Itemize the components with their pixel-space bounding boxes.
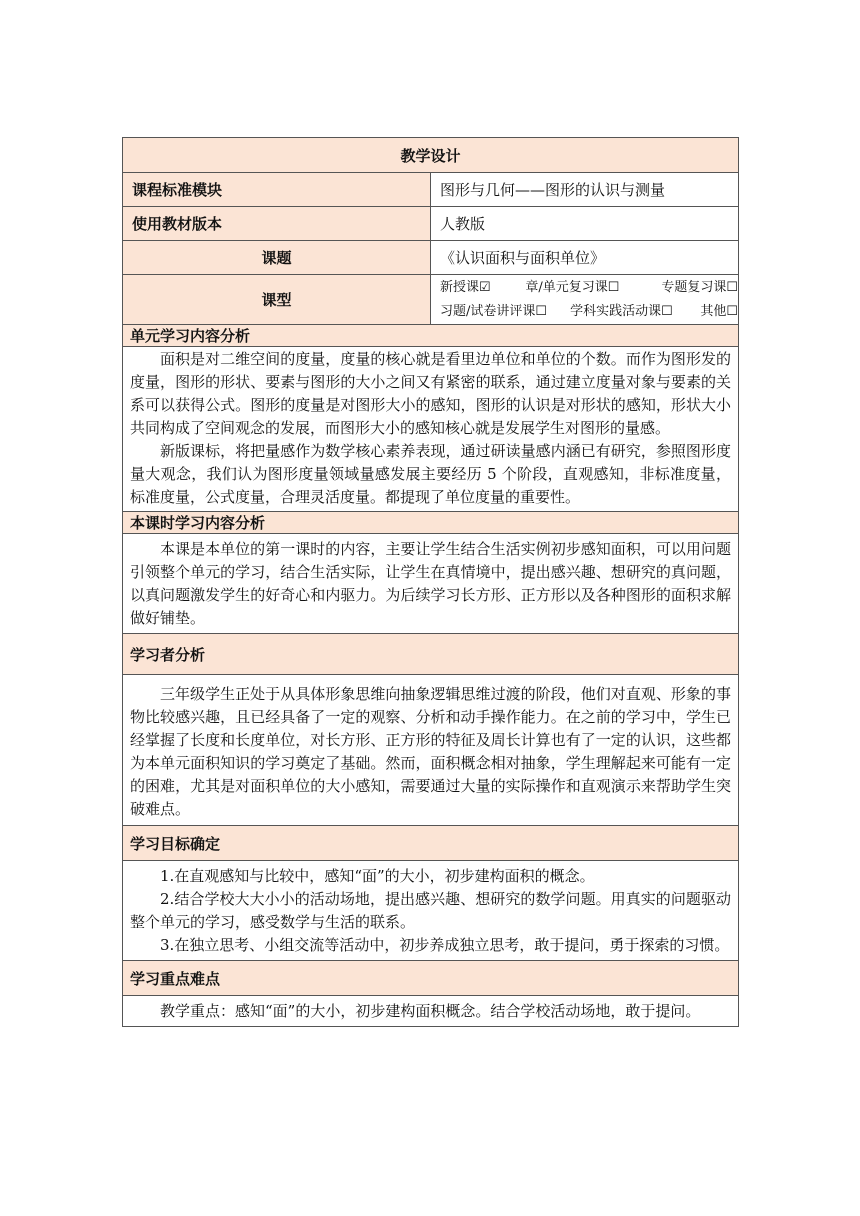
section-body-key-points (123, 996, 739, 1027)
section-title-unit-analysis: 单元学习内容分析 (123, 325, 739, 347)
section-title-learning-goals: 学习目标确定 (123, 826, 739, 861)
paragraph: 教学重点：感知“面”的大小，初步建构面积概念。结合学校活动场地，敢于提问。 (160, 1002, 701, 1020)
table-title: 教学设计 (123, 138, 739, 173)
section-title-key-points: 学习重点难点 (123, 961, 739, 996)
lesson-type-row-1 (431, 276, 738, 300)
meta-label-topic: 课题 (123, 241, 431, 275)
goal-item: 1.在直观感知与比较中，感知“面”的大小，初步建构面积的概念。 (160, 867, 595, 885)
section-body-unit-analysis (123, 347, 739, 512)
paragraph: 新版课标，将把量感作为数学核心素养表现，通过研读量感内涵已有研究，参照图形度量大观念，我们认为图形度量领域量感发展主要经历 5 个阶段，直观感知，非标准度量，标准度量，公式度量，合理灵活度量。都提现了单位度量的重要性。 (130, 442, 731, 506)
paragraph: 面积是对二维空间的度量，度量的核心就是看里边单位和单位的个数。而作为图形发的度量，图形的形状、要素与图形的大小之间又有紧密的联系，通过建立度量对象与要素的关系可以获得公式。图形的度量是对图形大小的感知，图形的认识是对形状的感知，形状大小共同构成了空间观念的发展，而图形大小的感知核心就是发展学生对图形的量感。 (130, 350, 731, 437)
paragraph: 三年级学生正处于从具体形象思维向抽象逻辑思维过渡的阶段，他们对直观、形象的事物比较感兴趣，且已经具备了一定的观察、分析和动手操作能力。在之前的学习中，学生已经掌握了长度和长度单位，对长方形、正方形的特征及周长计算也有了一定的认识，这些都为本单元面积知识的学习奠定了基础。然而，面积概念相对抽象，学生理解起来可能有一定的困难，尤其是对面积单位的大小感知，需要通过大量的实际操作和直观演示来帮助学生突破难点。 (130, 685, 731, 818)
lesson-type-topic-review[interactable]: 专题复习课☐ (661, 279, 738, 295)
lesson-type-exercise-review[interactable]: 习题/试卷讲评课☐ (440, 303, 548, 319)
section-body-lesson-analysis (123, 534, 739, 634)
lesson-type-row-2 (431, 300, 738, 324)
meta-label-textbook-version: 使用教材版本 (123, 207, 431, 241)
lesson-design-table (122, 137, 739, 1027)
section-title-learner-analysis: 学习者分析 (123, 634, 739, 675)
meta-label-lesson-type: 课型 (123, 275, 431, 325)
section-title-lesson-analysis: 本课时学习内容分析 (123, 512, 739, 534)
lesson-type-practice-activity[interactable]: 学科实践活动课☐ (570, 303, 673, 319)
lesson-type-new[interactable]: 新授课☑ (440, 279, 491, 295)
goal-item: 2.结合学校大大小小的活动场地，提出感兴趣、想研究的数学问题。用真实的问题驱动整个单元的学习，感受数学与生活的联系。 (130, 890, 731, 931)
section-body-learning-goals (123, 861, 739, 961)
lesson-design-table-wrapper (122, 137, 739, 1027)
meta-value-textbook-version: 人教版 (431, 207, 739, 241)
meta-value-topic: 《认识面积与面积单位》 (431, 241, 739, 275)
lesson-type-other[interactable]: 其他☐ (700, 303, 738, 319)
goal-item: 3.在独立思考、小组交流等活动中，初步养成独立思考，敢于提问，勇于探索的习惯。 (160, 936, 730, 954)
meta-value-curriculum-module: 图形与几何——图形的认识与测量 (431, 173, 739, 207)
lesson-type-unit-review[interactable]: 章/单元复习课☐ (525, 279, 620, 295)
section-body-learner-analysis (123, 675, 739, 826)
paragraph: 本课是本单位的第一课时的内容，主要让学生结合生活实例初步感知面积，可以用问题引领整个单元的学习，结合生活实际，让学生在真情境中，提出感兴趣、想研究的真问题，以真问题激发学生的好奇心和内驱力。为后续学习长方形、正方形以及各种图形的面积求解做好铺垫。 (130, 540, 731, 627)
meta-label-curriculum-module: 课程标准模块 (123, 173, 431, 207)
lesson-type-options (431, 275, 739, 325)
